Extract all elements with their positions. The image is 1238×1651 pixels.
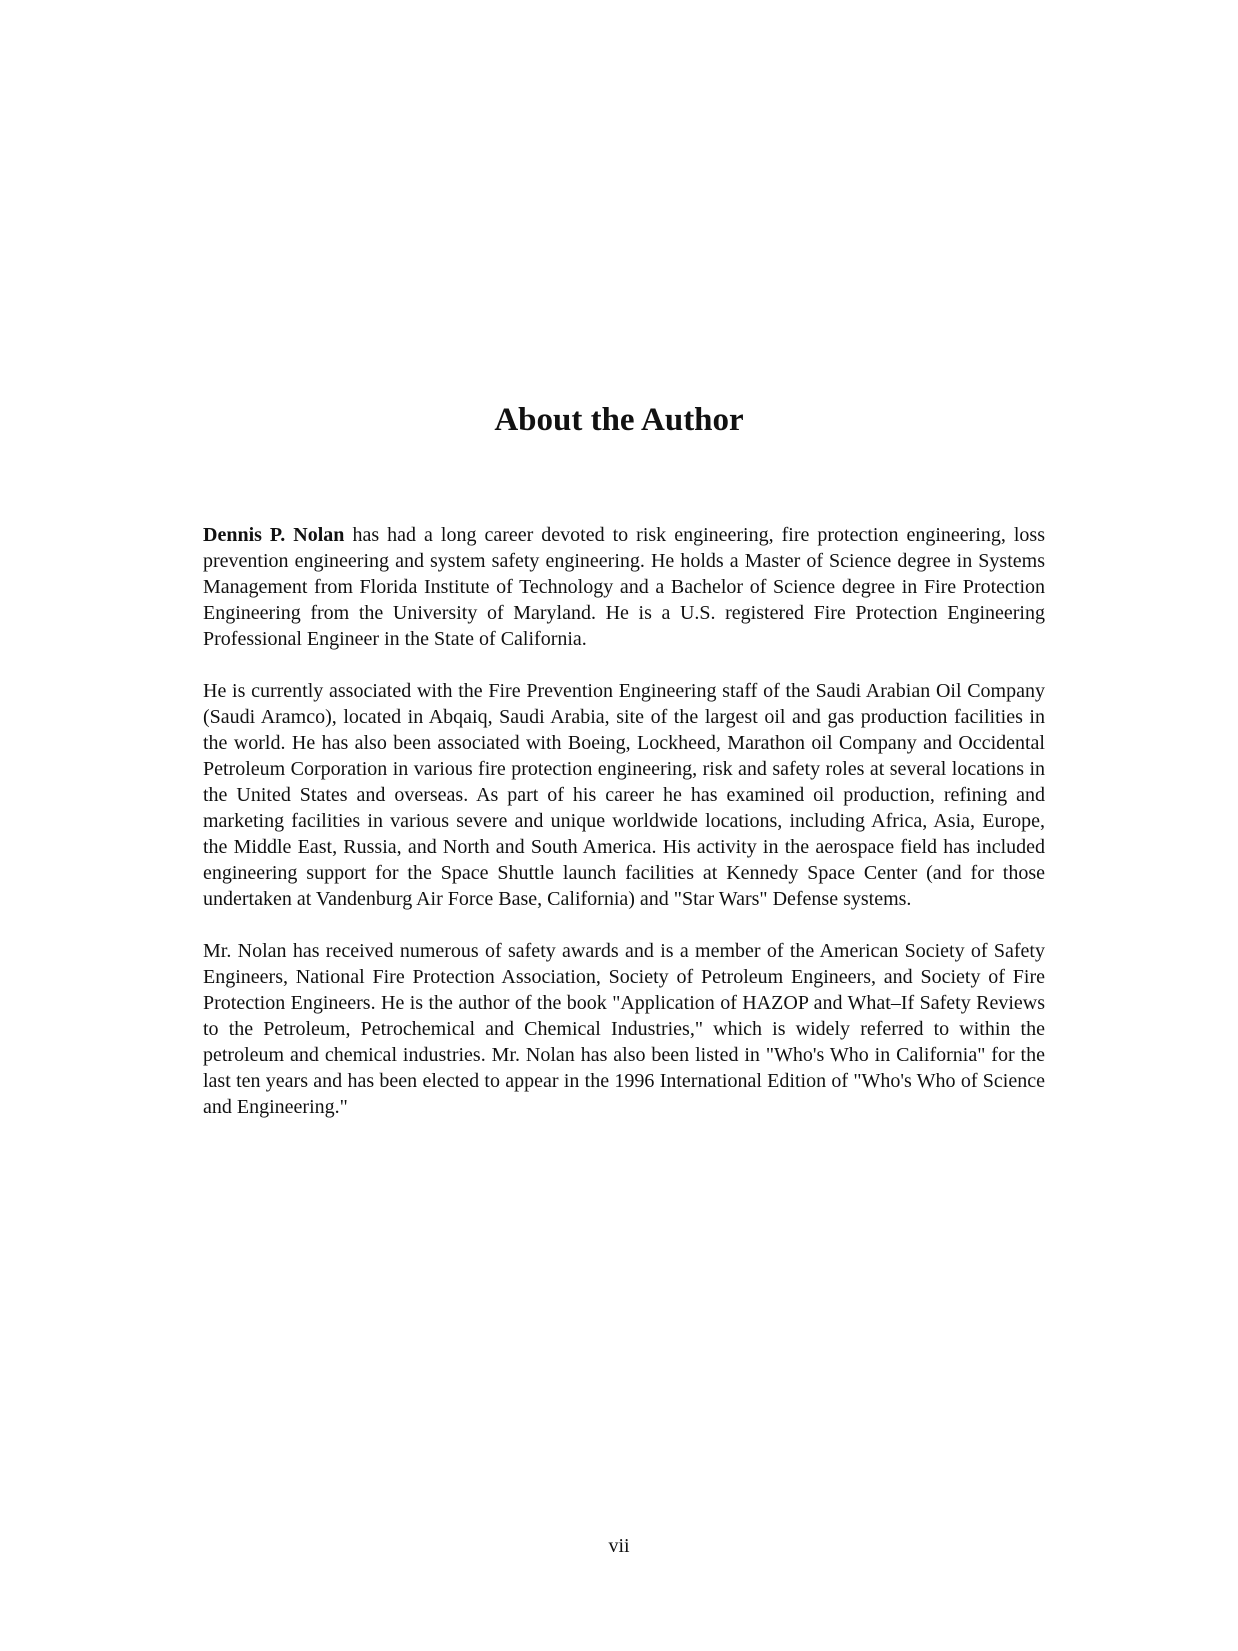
bio-paragraph-3: Mr. Nolan has received numerous of safety awards and is a member of the American Society of Safety Engineers, National Fire Protection Association, Society of Petroleum Engineers, and Society of Fire Protection Engineers. He is the author of the book "Application of HAZOP and What–If Safety Reviews to the Petroleum, Petrochemical and Chemical Industries," which is widely referred to within the petroleum and chemical industries. Mr. Nolan has also been listed in "Who's Who in California" for the last ten years and has been elected to appear in the 1996 International Edition of "Who's Who of Science and Engineering."	[203, 940, 1045, 1118]
author-name: Dennis P. Nolan	[203, 524, 345, 546]
author-bio	[203, 522, 1045, 1146]
bio-paragraph-2: He is currently associated with the Fire Prevention Engineering staff of the Saudi Arabian Oil Company (Saudi Aramco), located in Abqaiq, Saudi Arabia, site of the largest oil and gas production facilities in the world. He has also been associated with Boeing, Lockheed, Marathon oil Company and Occidental Petroleum Corporation in various fire protection engineering, risk and safety roles at several locations in the United States and overseas. As part of his career he has examined oil production, refining and marketing facilities in various severe and unique worldwide locations, including Africa, Asia, Europe, the Middle East, Russia, and North and South America. His activity in the aerospace field has included engineering support for the Space Shuttle launch facilities at Kennedy Space Center (and for those undertaken at Vandenburg Air Force Base, California) and "Star Wars" Defense systems.	[203, 680, 1045, 910]
page-number: vii	[608, 1535, 630, 1557]
bio-paragraph-1-text: has had a long career devoted to risk engineering, fire protection engineering, loss prevention engineering and system safety engineering. He holds a Master of Science degree in Systems Management from Florida Institute of Technology and a Bachelor of Science degree in Fire Protection Engineering from the University of Maryland. He is a U.S. registered Fire Protection Engineering Professional Engineer in the State of California.	[203, 524, 1045, 650]
bio-paragraph-1	[203, 522, 1045, 652]
page-title: About the Author	[494, 402, 744, 438]
